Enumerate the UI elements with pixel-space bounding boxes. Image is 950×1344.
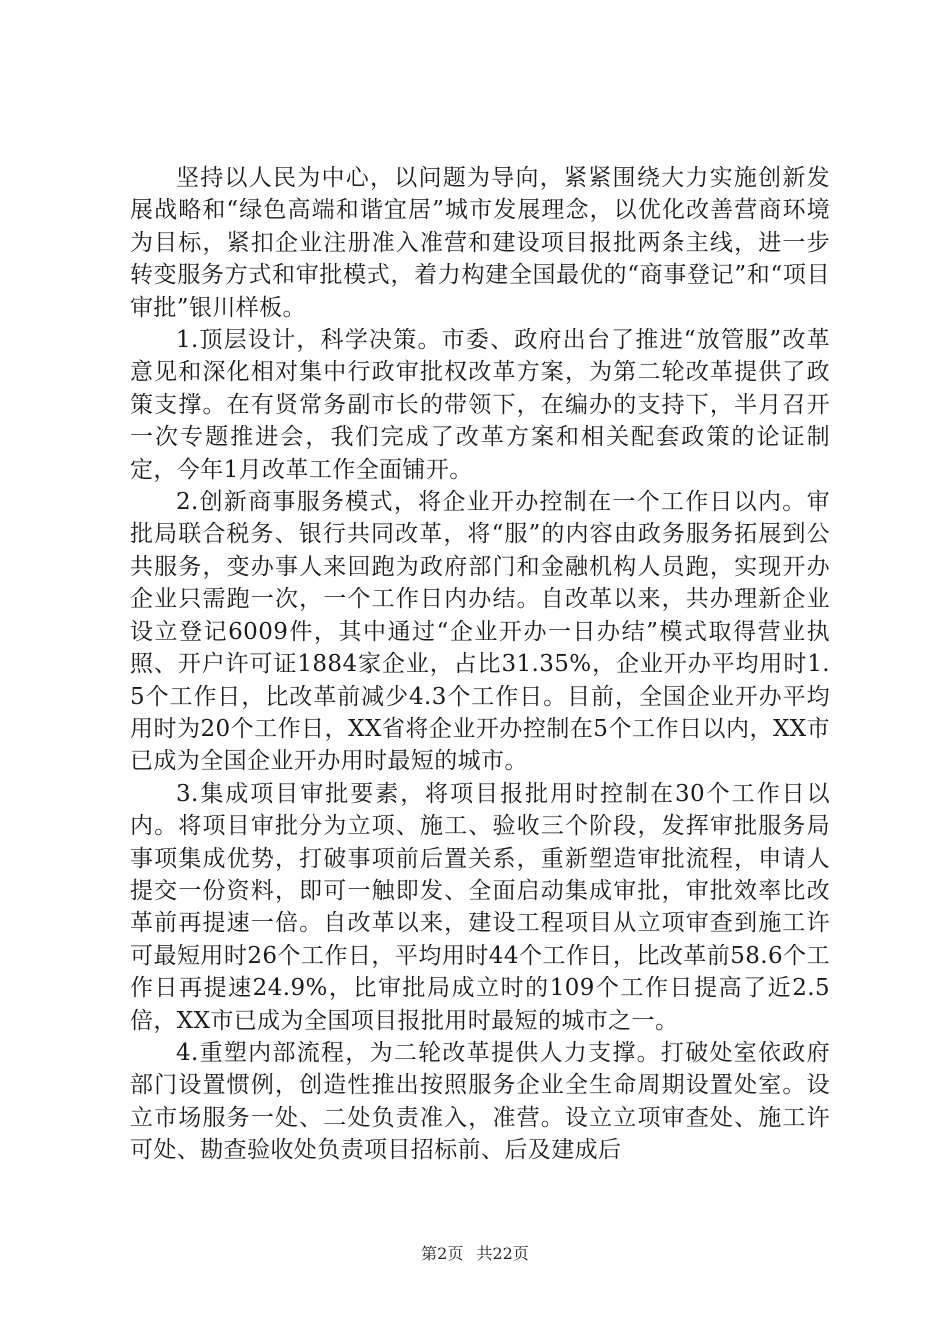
page-number: 第2页: [421, 1244, 464, 1263]
page-footer: [0, 1244, 950, 1264]
paragraph-item-1: 1.顶层设计，科学决策。市委、政府出台了推进“放管服”改革意见和深化相对集中行政审批权改革方案，为第二轮改革提供了政策支撑。在有贤常务副市长的带领下，在编办的支持下，半月召开一次专题推进会，我们完成了改革方案和相关配套政策的论证制定，今年1月改革工作全面铺开。: [130, 327, 830, 483]
total-pages: 共22页: [476, 1244, 529, 1263]
paragraph-item-4: 4.重塑内部流程，为二轮改革提供人力支撑。打破处室依政府部门设置惯例，创造性推出按照服务企业全生命周期设置处室。设立市场服务一处、二处负责准入，准营。设立立项审查处、施工许可处、勘查验收处负责项目招标前、后及建成后: [130, 1039, 830, 1164]
paragraph-intro: 坚持以人民为中心，以问题为导向，紧紧围绕大力实施创新发展战略和“绿色高端和谐宜居”城市发展理念，以优化改善营商环境为目标，紧扣企业注册准入准营和建设项目报批两条主线，进一步转变服务方式和审批模式，着力构建全国最优的“商事登记”和“项目审批”银川样板。: [130, 165, 830, 321]
document-body: [130, 162, 830, 1167]
paragraph-item-3: 3.集成项目审批要素，将项目报批用时控制在30个工作日以内。将项目审批分为立项、施工、验收三个阶段，发挥审批服务局事项集成优势，打破事项前后置关系，重新塑造审批流程，申请人提交一份资料，即可一触即发、全面启动集成审批，审批效率比改革前再提速一倍。自改革以来，建设工程项目从立项审查到施工许可最短用时26个工作日，平均用时44个工作日，比改革前58.6个工作日再提速24.9%，比审批局成立时的109个工作日提高了近2.5倍，XX市已成为全国项目报批用时最短的城市之一。: [130, 780, 830, 1034]
paragraph-item-2: 2.创新商事服务模式，将企业开办控制在一个工作日以内。审批局联合税务、银行共同改革，将“服”的内容由政务服务拓展到公共服务，变办事人来回跑为政府部门和金融机构人员跑，实现开办企业只需跑一次，一个工作日内办结。自改革以来，共办理新企业设立登记6009件，其中通过“企业开办一日办结”模式取得营业执照、开户许可证1884家企业，占比31.35%，企业开办平均用时1.5个工作日，比改革前减少4.3个工作日。目前，全国企业开办平均用时为20个工作日，XX省将企业开办控制在5个工作日以内，XX市已成为全国企业开办用时最短的城市。: [130, 489, 830, 775]
